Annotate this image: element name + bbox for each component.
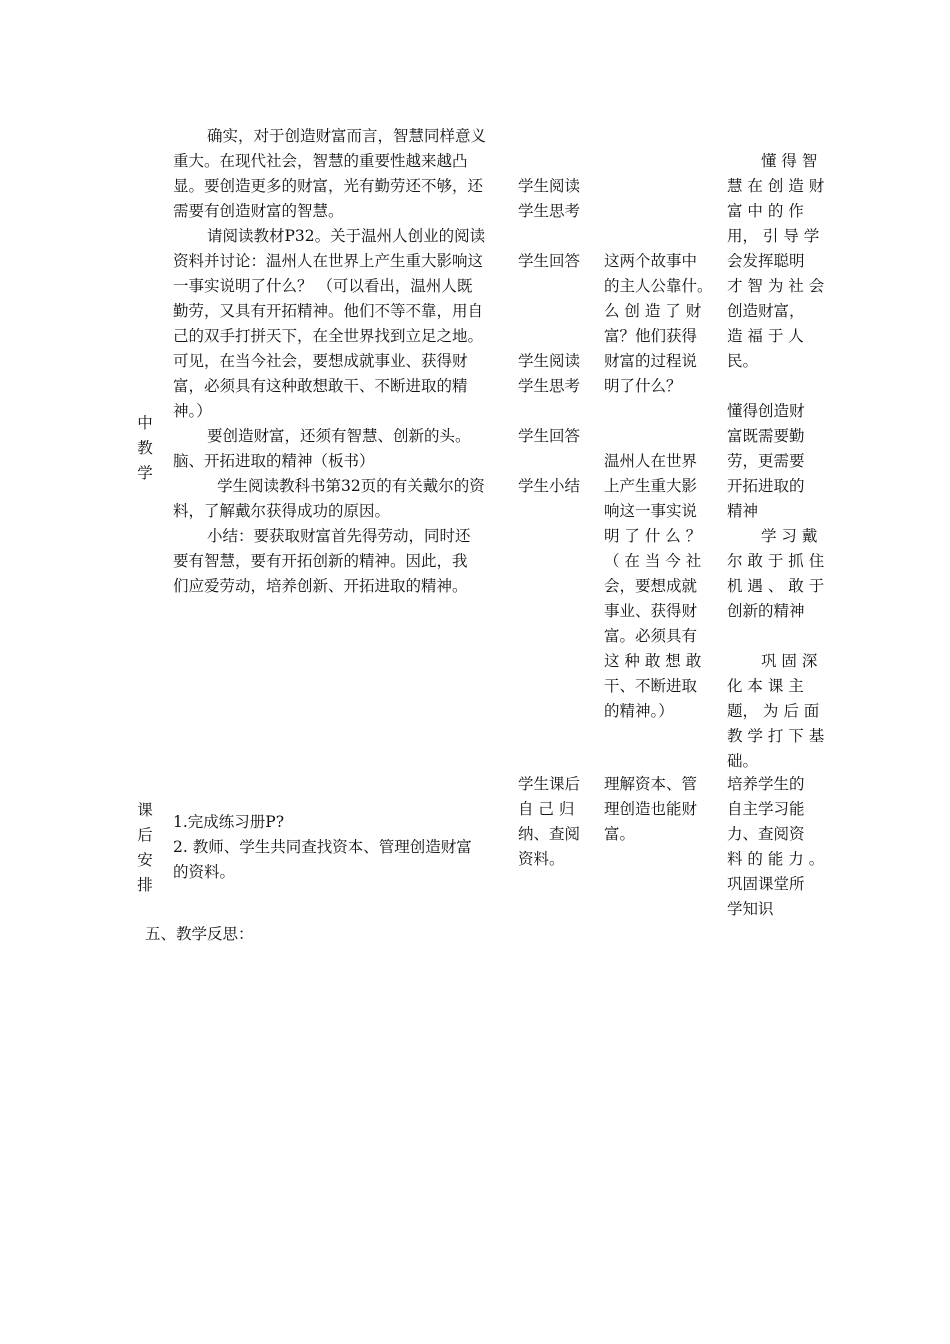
purpose-line: 民。	[727, 352, 759, 370]
purpose-line: 开拓进取的	[727, 477, 805, 495]
purpose-line: 自主学习能	[727, 800, 805, 818]
purpose-line: 造 福 于 人	[727, 327, 804, 345]
question-line: 明了什么？	[604, 377, 682, 395]
student-activity-line: 资料。	[518, 850, 565, 868]
content-line: 重大。在现代社会，智慧的重要性越来越凸	[173, 152, 468, 170]
content-line: 脑、开拓进取的精神（板书）	[173, 452, 375, 470]
purpose-line: 懂 得 智	[761, 152, 818, 170]
purpose-line: 教 学 打 下 基	[727, 727, 825, 745]
purpose-line: 会发挥聪明	[727, 252, 805, 270]
content-line: 请阅读教材P32。关于温州人创业的阅读	[207, 227, 486, 245]
purpose-line: 慧 在 创 造 财	[727, 177, 825, 195]
section-label-teaching: 中 教 学	[137, 414, 153, 482]
content-line: 勤劳，又具有开拓精神。他们不等不靠，用自	[173, 302, 484, 320]
question-line: 富。必须具有	[604, 627, 698, 645]
question-line: 会，要想成就	[604, 577, 698, 595]
question-line: 响这一事实说	[604, 502, 698, 520]
question-line: 的主人公靠什。	[604, 277, 713, 295]
purpose-line: 学知识	[727, 900, 774, 918]
content-line: 们应爱劳动，培养创新、开拓进取的精神。	[173, 577, 468, 595]
content-line: 富，必须具有这种敢想敢干、不断进取的精	[173, 377, 468, 395]
question-line: 干、不断进取	[604, 677, 698, 695]
student-activity-line: 学生小结	[518, 477, 581, 495]
question-line: 明 了 什 么 ？	[604, 527, 702, 545]
content-line: 一事实说明了什么？ （可以看出，温州人既	[173, 277, 473, 295]
purpose-line: 劳，更需要	[727, 452, 805, 470]
question-line: 么 创 造 了 财	[604, 302, 702, 320]
purpose-line: 富 中 的 作	[727, 202, 804, 220]
purpose-line: 用， 引 导 学	[727, 227, 820, 245]
purpose-line: 础。	[727, 752, 759, 770]
purpose-line: 巩 固 深	[761, 652, 818, 670]
question-line: 这两个故事中	[604, 252, 698, 270]
question-line: 的精神。）	[604, 702, 674, 720]
content-line: 需要有创造财富的智慧。	[173, 202, 344, 220]
content-line: 己的双手打拼天下，在全世界找到立足之地。	[173, 327, 484, 345]
question-line: 财富的过程说	[604, 352, 698, 370]
student-activity-line: 学生回答	[518, 252, 581, 270]
content-line: 要创造财富，还须有智慧、创新的头。	[207, 427, 471, 445]
purpose-line: 精神	[727, 502, 759, 520]
content-line: 资料并讨论：温州人在世界上产生重大影响这	[173, 252, 484, 270]
purpose-line: 化 本 课 主	[727, 677, 804, 695]
content-line: 可见，在当今社会，要想成就事业、获得财	[173, 352, 468, 370]
question-line: 富？他们获得	[604, 327, 698, 345]
purpose-line: 创新的精神	[727, 602, 805, 620]
purpose-line: 学 习 戴	[761, 527, 818, 545]
content-line: 确实，对于创造财富而言，智慧同样意义	[207, 127, 487, 145]
purpose-line: 题， 为 后 面	[727, 702, 820, 720]
student-activity-line: 学生思考	[518, 377, 581, 395]
question-line: 理解资本、管	[604, 775, 698, 793]
purpose-line: 才 智 为 社 会	[727, 277, 825, 295]
content-line: 要有智慧，要有开拓创新的精神。因此，我	[173, 552, 468, 570]
question-line: （ 在 当 今 社	[604, 552, 702, 570]
purpose-line: 富既需要勤	[727, 427, 805, 445]
content-line: 2. 教师、学生共同查找资本、管理创造财富	[173, 838, 472, 856]
question-line: 事业、获得财	[604, 602, 698, 620]
question-line: 富。	[604, 825, 636, 843]
content-line: 料，了解戴尔获得成功的原因。	[173, 502, 391, 520]
reflection-heading: 五、教学反思：	[145, 925, 254, 943]
content-line: 学生阅读教科书第32页的有关戴尔的资	[217, 477, 485, 495]
question-line: 这 种 敢 想 敢	[604, 652, 702, 670]
student-activity-line: 学生回答	[518, 427, 581, 445]
question-line: 上产生重大影	[604, 477, 698, 495]
purpose-line: 培养学生的	[727, 775, 805, 793]
content-line: 神。）	[173, 402, 212, 420]
purpose-line: 创造财富，	[727, 302, 805, 320]
student-activity-line: 学生课后	[518, 775, 581, 793]
student-activity-line: 学生阅读	[518, 352, 581, 370]
content-line: 1.完成练习册P?	[173, 813, 285, 831]
content-line: 小结：要获取财富首先得劳动，同时还	[207, 527, 471, 545]
question-line: 理创造也能财	[604, 800, 698, 818]
content-line: 的资料。	[173, 863, 236, 881]
section-label-after-class: 课 后 安 排	[137, 801, 153, 894]
purpose-line: 料 的 能 力 。	[727, 850, 825, 868]
purpose-line: 巩固课堂所	[727, 875, 805, 893]
content-line: 显。要创造更多的财富，光有勤劳还不够，还	[173, 177, 484, 195]
purpose-line: 机 遇 、 敢 于	[727, 577, 825, 595]
student-activity-line: 学生思考	[518, 202, 581, 220]
student-activity-line: 自 己 归	[518, 800, 575, 818]
purpose-line: 力、查阅资	[727, 825, 805, 843]
student-activity-line: 学生阅读	[518, 177, 581, 195]
question-line: 温州人在世界	[604, 452, 698, 470]
purpose-line: 懂得创造财	[727, 402, 805, 420]
purpose-line: 尔 敢 于 抓 住	[727, 552, 825, 570]
student-activity-line: 纳、查阅	[518, 825, 581, 843]
